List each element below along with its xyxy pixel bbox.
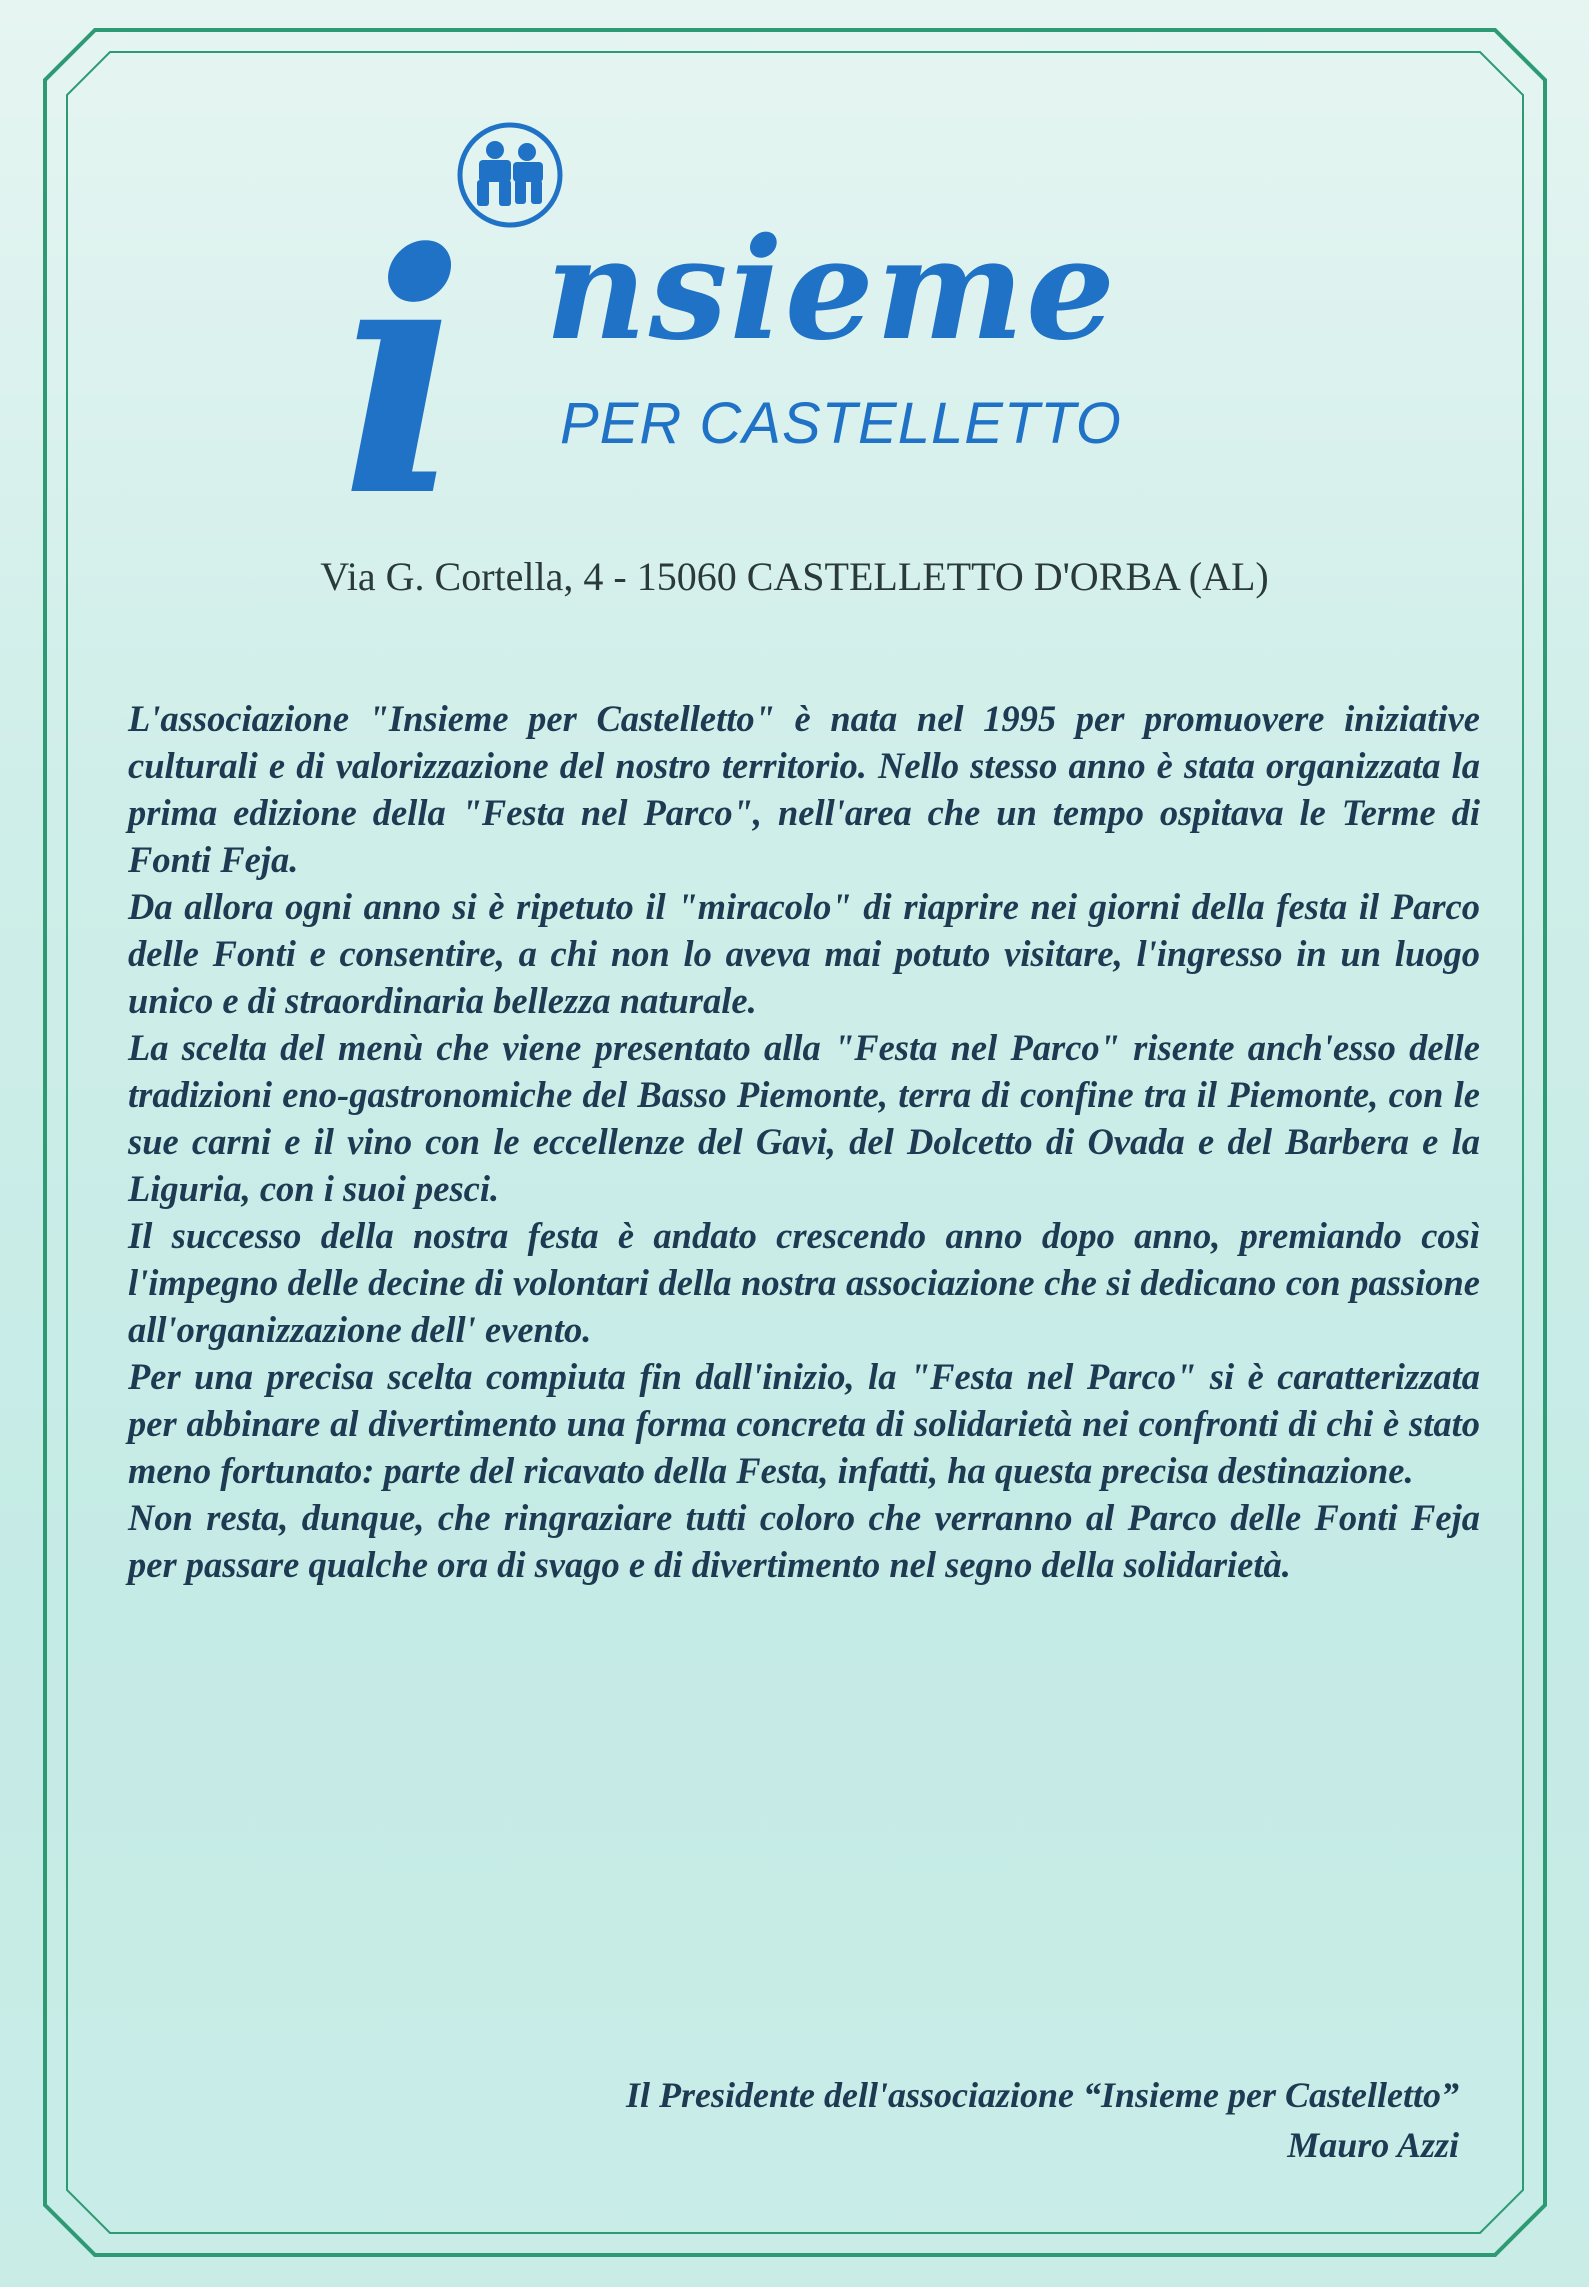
signature-name: Mauro Azzi <box>1287 2125 1459 2165</box>
address: Via G. Cortella, 4 - 15060 CASTELLETTO D'ORBA (AL) <box>320 554 1269 599</box>
paragraph: La scelta del menù che viene presentato alla "Festa nel Parco" risente anch'esso delle tradizioni eno-gastronomiche del Basso Piemonte, terra di confine tra il Piemonte, con le sue carni e il vino con le eccellenze del Gavi, del Dolcetto di Ovada e del Barbera e la Liguria, con i suoi pesci. <box>128 1027 1480 1209</box>
logo-initial: i <box>340 181 466 569</box>
logo-subtitle: PER CASTELLETTO <box>560 391 1122 456</box>
paragraph: L'associazione "Insieme per Castelletto" è nata nel 1995 per promuovere iniziative culturali e di valorizzazione del nostro territorio. Nello stesso anno è stata organizzata la prima edizione della "Festa nel Parco", nell'area che un tempo ospitava le Terme di Fonti Feja. <box>128 698 1480 880</box>
signature-role: Il Presidente dell'associazione “Insieme per Castelletto” <box>626 2075 1459 2115</box>
signature <box>626 2070 1459 2170</box>
paragraph: Per una precisa scelta compiuta fin dall'inizio, la "Festa nel Parco" si è caratterizzata per abbinare al divertimento una forma concreta di solidarietà nei confronti di chi è stato meno fortunato: parte del ricavato della Festa, infatti, ha questa precisa destinazione. <box>128 1356 1480 1491</box>
body-text <box>128 695 1480 1588</box>
logo <box>340 110 1240 569</box>
paragraph: Il successo della nostra festa è andato crescendo anno dopo anno, premiando così l'impegno delle decine di volontari della nostra associazione che si dedicano con passione all'organizzazione dell' evento. <box>128 1215 1480 1350</box>
paragraph: Non resta, dunque, che ringraziare tutti coloro che verranno al Parco delle Fonti Feja per passare qualche ora di svago e di divertimento nel segno della solidarietà. <box>128 1497 1480 1585</box>
paragraph: Da allora ogni anno si è ripetuto il "miracolo" di riaprire nei giorni della festa il Parco delle Fonti e consentire, a chi non lo aveva mai potuto visitare, l'ingresso in un luogo unico e di straordinaria bellezza naturale. <box>128 886 1480 1021</box>
logo-word: nsieme <box>545 208 1118 372</box>
